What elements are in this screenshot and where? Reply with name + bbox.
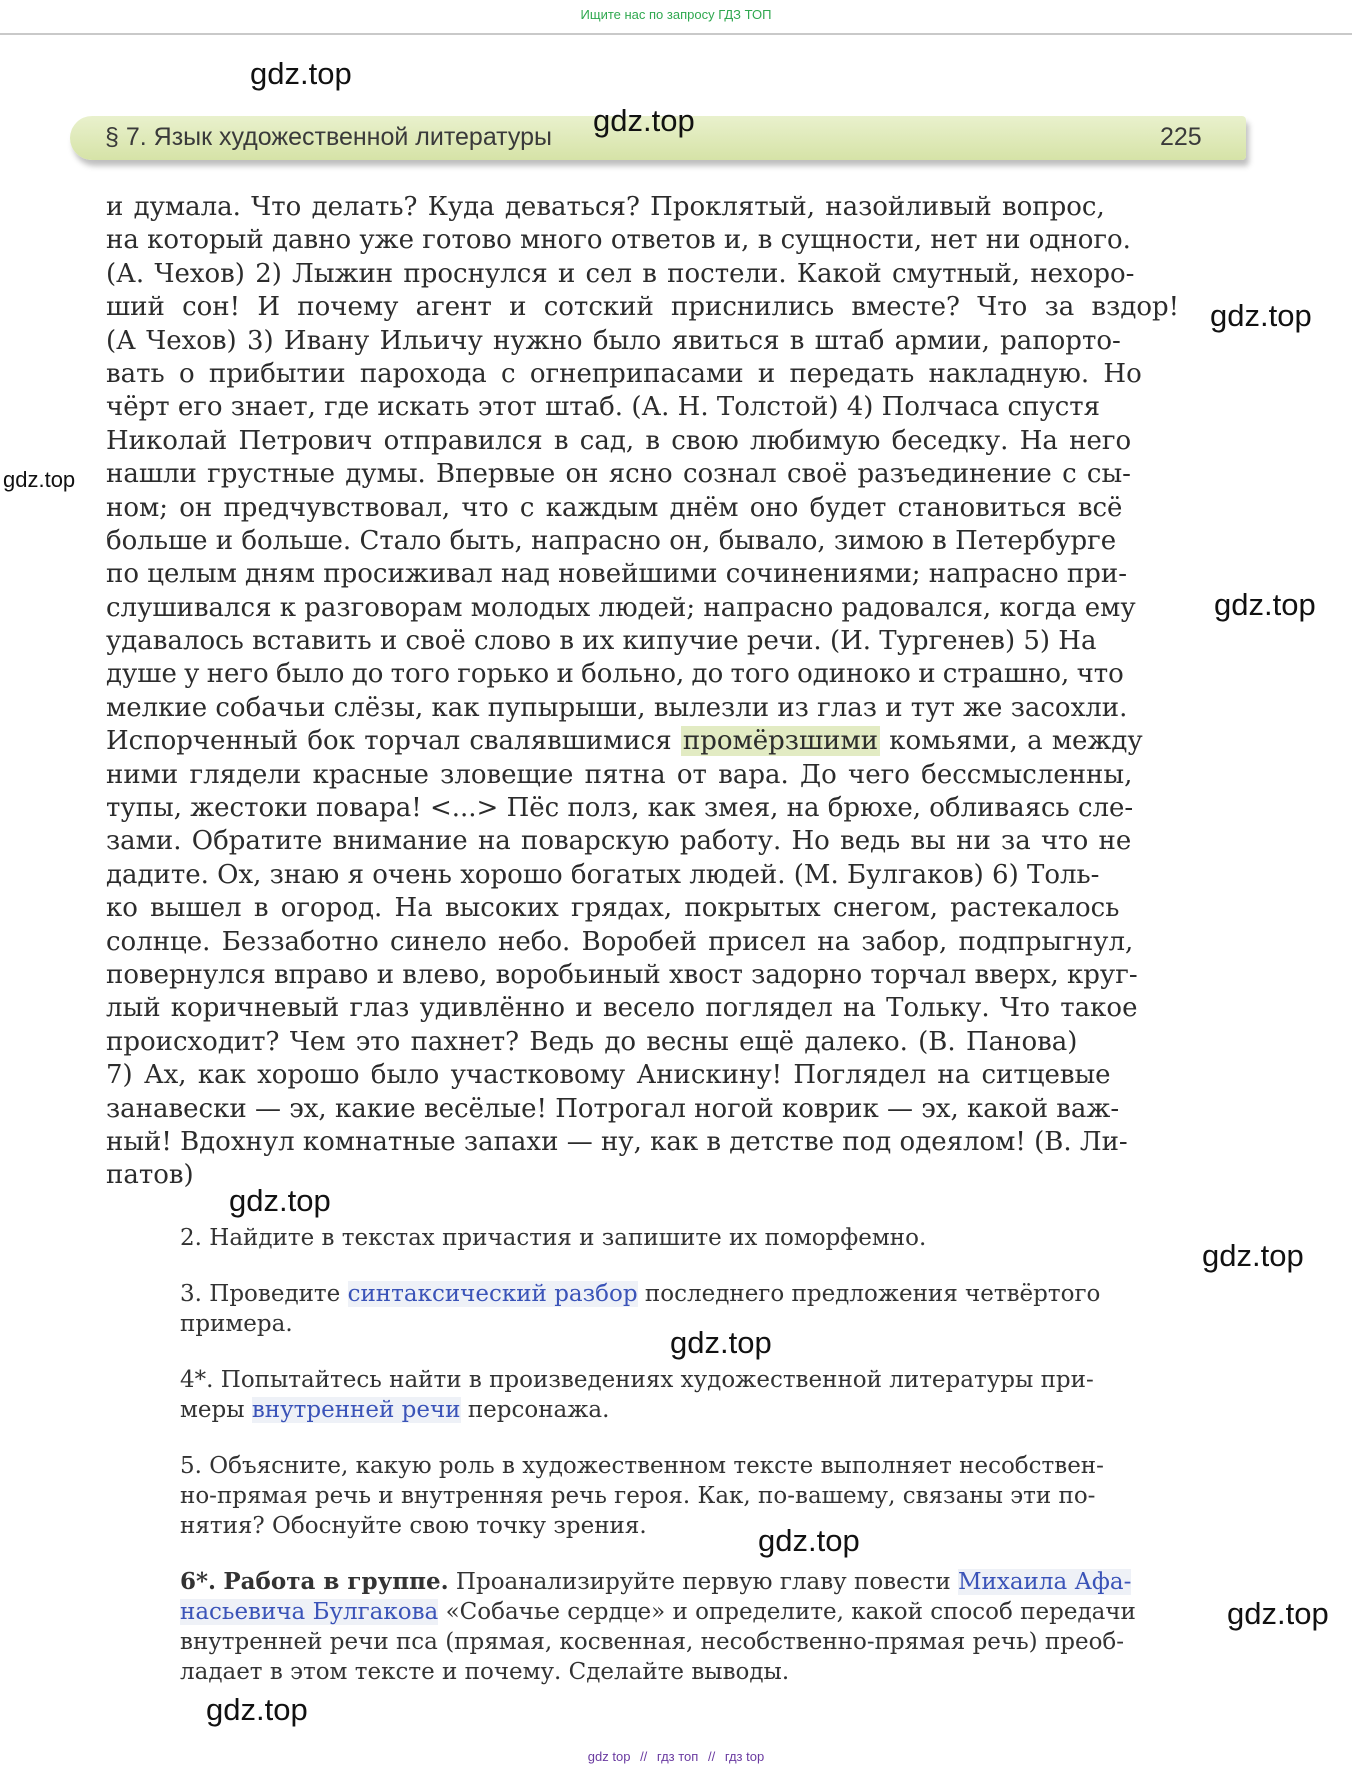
text-line: нашли грустные думы. Впервые он ясно сознал своё разъединение с сы- <box>106 459 1131 490</box>
text-line: ший сон! И почему агент и сотский приснились вместе? Что за вздор! <box>106 292 1180 323</box>
footer-separator: // <box>640 1749 648 1764</box>
text-line: (А Чехов) 3) Ивану Ильичу нужно было явиться в штаб армии, рапорто- <box>106 325 1121 356</box>
text-line: тупы, жестоки повара! <...> Пёс полз, как змея, на брюхе, обливаясь сле- <box>106 793 1134 824</box>
text-line: ко вышел в огород. На высоких грядах, покрытых снегом, растекалось <box>106 893 1120 924</box>
task-text-part: Проанализируйте первую главу повести <box>455 1569 951 1595</box>
task-text: ладает в этом тексте и почему. Сделайте выводы. <box>180 1659 790 1685</box>
task-text: примера. <box>180 1311 293 1337</box>
watermark: gdz.top <box>670 1325 772 1360</box>
watermark: gdz.top <box>3 467 76 492</box>
text-line: происходит? Чем это пахнет? Ведь до весны ещё далеко. (В. Панова) <box>106 1026 1078 1057</box>
task-text: 4*. Попытайтесь найти в произведениях художественной литературы при- <box>180 1367 1094 1393</box>
footer-separator: // <box>707 1749 716 1764</box>
text-line: душе у него было до того горько и больно, до того одиноко и страшно, что <box>106 659 1124 690</box>
watermark: gdz.top <box>758 1523 860 1558</box>
task-text: нятия? Обоснуйте свою точку зрения. <box>180 1513 647 1539</box>
task-4 <box>180 1365 1206 1425</box>
text-line: (А. Чехов) 2) Лыжин проснулся и сел в постели. Какой смутный, нехоро- <box>106 258 1135 289</box>
text-line: и думала. Что делать? Куда деваться? Проклятый, назойливый вопрос, <box>106 192 1105 222</box>
text-line: чёрт его знает, где искать этот штаб. (А. Н. Толстой) 4) Полчаса спустя <box>106 392 1101 423</box>
task-text-part: персонажа. <box>467 1397 610 1423</box>
watermark: gdz.top <box>229 1183 331 1218</box>
inner-speech-link[interactable]: внутренней речи <box>251 1397 461 1423</box>
text-line <box>106 725 1206 758</box>
bulgakov-link-part2[interactable]: насьевича Булгакова <box>180 1599 439 1625</box>
task-text: внутренней речи пса (прямая, косвенная, несобственно-прямая речь) преоб- <box>180 1629 1125 1655</box>
main-text <box>106 191 1206 1193</box>
task-6 <box>180 1567 1206 1687</box>
task-text-part: последнего предложения четвёртого <box>644 1281 1101 1307</box>
footer-link[interactable]: гдз top <box>724 1749 765 1764</box>
watermark: gdz.top <box>206 1692 308 1727</box>
task-list <box>180 1223 1206 1713</box>
watermark: gdz.top <box>1214 587 1316 622</box>
watermark: gdz.top <box>1210 298 1312 333</box>
text-line: лый коричневый глаз удивлённо и весело поглядел на Тольку. Что такое <box>106 993 1138 1024</box>
text-line: Николай Петрович отправился в сад, в свою любимую беседку. На него <box>106 425 1132 456</box>
text-line: ный! Вдохнул комнатные запахи — ну, как в детстве под одеялом! (В. Ли- <box>106 1126 1128 1157</box>
text-line: по целым дням просиживал над новейшими сочинениями; напрасно при- <box>106 559 1128 590</box>
section-title: § 7. Язык художественной литературы <box>105 123 553 151</box>
top-banner <box>0 0 1352 35</box>
task-text-part: меры <box>180 1397 245 1423</box>
text-line-part: Испорченный бок торчал свалявшимися <box>106 726 672 757</box>
task-5 <box>180 1451 1206 1541</box>
text-line: ном; он предчувствовал, что с каждым днём оно будет становиться всё <box>106 492 1123 523</box>
task-text: 2. Найдите в текстах причастия и запишите их поморфемно. <box>180 1225 927 1251</box>
text-line: занавески — эх, какие весёлые! Потрогал ногой коврик — эх, какой важ- <box>106 1093 1120 1124</box>
task-label: Работа в группе. <box>223 1568 449 1595</box>
task-text-part: 3. Проведите <box>180 1281 341 1307</box>
text-line: солнце. Беззаботно синело небо. Воробей присел на забор, подпрыгнул, <box>106 926 1134 957</box>
bulgakov-link-part1[interactable]: Михаила Афа- <box>957 1569 1132 1595</box>
watermark: gdz.top <box>1227 1596 1329 1631</box>
task-number: 6*. <box>180 1568 217 1595</box>
footer-link[interactable]: gdz top <box>587 1749 631 1764</box>
task-text <box>180 1279 1206 1309</box>
watermark: gdz.top <box>1202 1238 1304 1273</box>
text-line: ними глядели красные зловещие пятна от вара. До чего бессмысленны, <box>106 759 1133 790</box>
task-text: но-прямая речь и внутренняя речь героя. Как, по-вашему, связаны эти по- <box>180 1483 1096 1509</box>
text-line: удавалось вставить и своё слово в их кипучие речи. (И. Тургенев) 5) На <box>106 626 1097 657</box>
text-line: слушивался к разговорам молодых людей; напрасно радовался, когда ему <box>106 592 1136 623</box>
text-line: больше и больше. Стало быть, напрасно он, бывало, зимою в Петербурге <box>106 525 1117 556</box>
text-line: мелкие собачьи слёзы, как пупырыши, вылезли из глаз и тут же засохли. <box>106 692 1128 723</box>
task-text <box>180 1567 1206 1597</box>
task-text <box>180 1395 1206 1425</box>
top-banner-text: Ищите нас по запросу ГДЗ ТОП <box>580 7 772 22</box>
text-line-part: комьями, а между <box>889 726 1143 757</box>
text-line: повернулся вправо и влево, воробьиный хвост задорно торчал вверх, круг- <box>106 959 1138 990</box>
watermark: gdz.top <box>593 103 695 138</box>
text-line: зами. Обратите внимание на поварскую работу. Но ведь вы ни за что не <box>106 826 1132 857</box>
task-text-part: «Собачье сердце» и определите, какой способ передачи <box>445 1599 1136 1625</box>
footer-links <box>0 1749 1352 1764</box>
text-line: 7) Ах, как хорошо было участковому Анискину! Поглядел на ситцевые <box>106 1060 1111 1091</box>
syntax-analysis-link[interactable]: синтаксический разбор <box>347 1281 638 1307</box>
footer-link[interactable]: гдз топ <box>656 1749 699 1764</box>
highlighted-word[interactable]: промёрзшими <box>682 726 879 757</box>
text-line: вать о прибытии парохода с огнеприпасами и передать накладную. Но <box>106 358 1142 389</box>
task-text: 5. Объясните, какую роль в художественном тексте выполняет несобствен- <box>180 1453 1104 1479</box>
text-line: патов) <box>106 1160 194 1191</box>
page-number: 225 <box>1160 123 1202 151</box>
task-2 <box>180 1223 1206 1253</box>
text-line: на который давно уже готово много ответов и, в сущности, нет ни одного. <box>106 225 1131 256</box>
text-line: дадите. Ох, знаю я очень хорошо богатых людей. (М. Булгаков) 6) Толь- <box>106 859 1100 890</box>
task-text <box>180 1597 1206 1627</box>
watermark: gdz.top <box>250 56 352 91</box>
